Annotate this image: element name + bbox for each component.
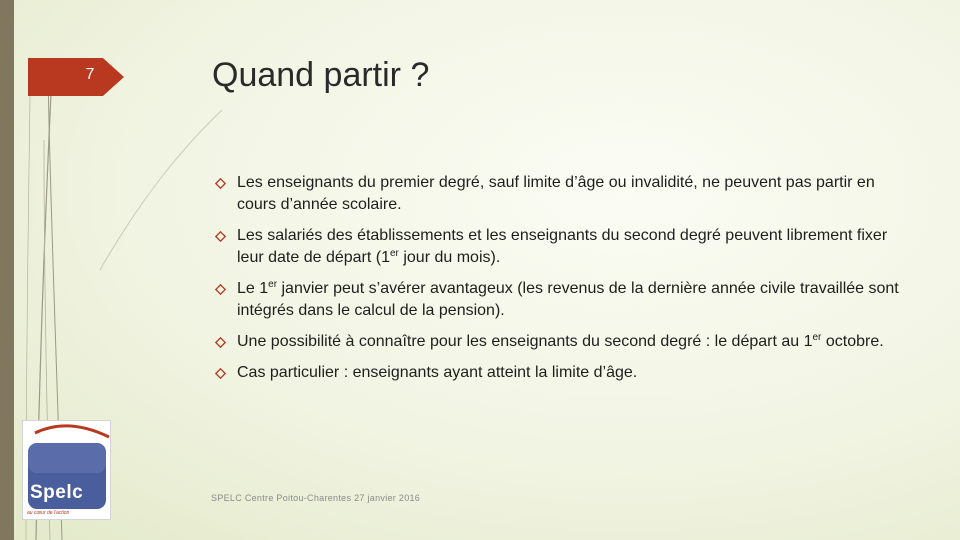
footer-text: SPELC Centre Poitou-Charentes 27 janvier 2016	[211, 493, 421, 503]
bullet-list	[215, 172, 915, 384]
bullet-text-segment: janvier peut s’avérer avantageux (les revenus de la dernière année civile travaillée sont intégrés dans le calcul de la pension).	[237, 280, 899, 319]
diamond-outline-icon	[215, 362, 237, 384]
bullet-text	[237, 172, 915, 216]
spelc-logo	[22, 420, 111, 520]
logo-word: Spelc	[30, 482, 84, 503]
left-accent-bar	[0, 0, 14, 540]
diamond-outline-icon	[215, 278, 237, 300]
bullet-item	[215, 278, 915, 322]
bullet-text-segment: Les salariés des établissements et les enseignants du second degré peuvent librement fixer leur date de départ (1	[237, 227, 888, 266]
slide-title: Quand partir ?	[212, 56, 430, 94]
logo-graphic	[23, 421, 111, 520]
bullet-text-segment: Cas particulier : enseignants ayant atteint la limite d’âge.	[237, 364, 638, 381]
bullet-text-segment: jour du mois).	[398, 249, 501, 266]
bullet-text-segment: Les enseignants du premier degré, sauf limite d’âge ou invalidité, ne peuvent pas partir en cours d’année scolaire.	[237, 174, 875, 213]
bullet-item	[215, 225, 915, 269]
superscript: er	[268, 279, 278, 290]
superscript: er	[390, 248, 399, 259]
diamond-outline-icon	[215, 331, 237, 353]
slide-number-tab	[28, 58, 124, 96]
bullet-text-segment: Une possibilité à connaître pour les enseignants du second degré : le départ au 1	[237, 333, 813, 350]
slide-number: 7	[85, 66, 95, 83]
superscript: er	[812, 332, 822, 343]
bullet-text-segment: octobre.	[821, 333, 884, 350]
bullet-text	[237, 278, 915, 322]
logo-tagline: au cœur de l'action	[27, 510, 70, 516]
bullet-text	[237, 362, 915, 384]
bullet-text	[237, 225, 915, 269]
bullet-item	[215, 362, 915, 384]
bullet-item	[215, 172, 915, 216]
bullet-text	[237, 331, 915, 353]
bullet-item	[215, 331, 915, 353]
bullet-text-segment: Le 1	[237, 280, 269, 297]
diamond-outline-icon	[215, 172, 237, 194]
diamond-outline-icon	[215, 225, 237, 247]
